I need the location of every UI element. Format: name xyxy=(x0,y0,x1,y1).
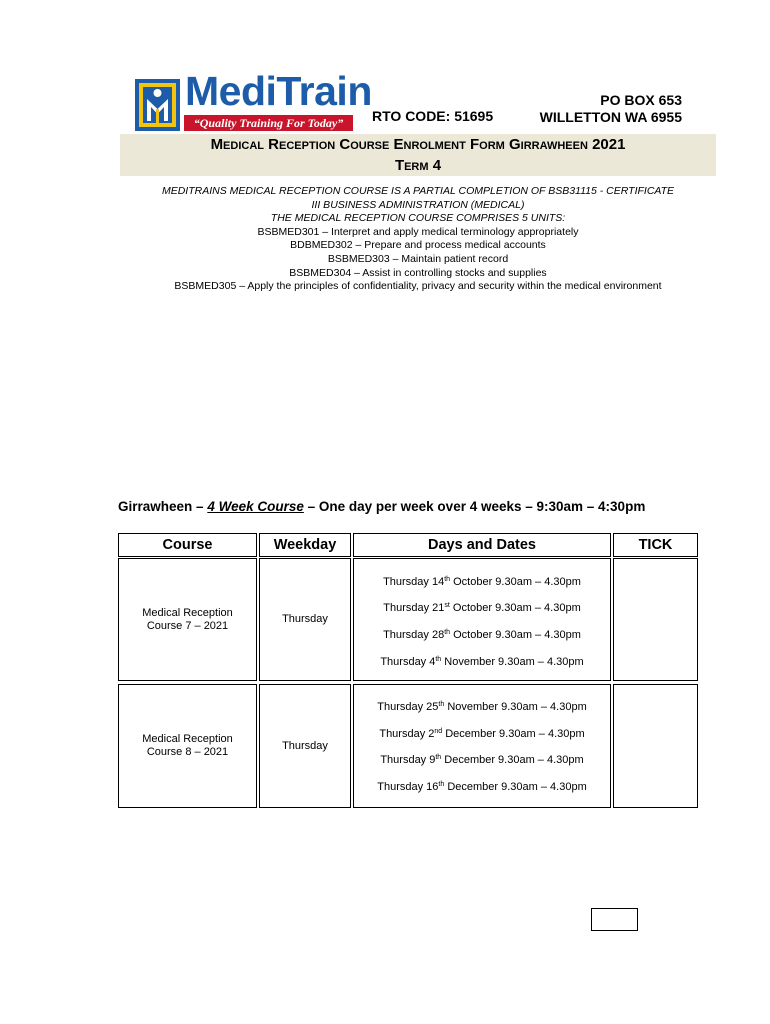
unit-item: BSBMED304 – Assist in controlling stocks and supplies xyxy=(289,266,547,279)
weekday-cell: Thursday xyxy=(259,558,351,681)
blank-field-box[interactable] xyxy=(591,908,638,931)
schedule-duration: 4 Week Course xyxy=(207,499,304,514)
logo-wordmark: MediTrain xyxy=(185,68,372,114)
form-title-line-1: Medical Reception Course Enrolment Form Girrawheen 2021 xyxy=(210,136,626,153)
date-entry: Thursday 25th November 9.30am – 4.30pm xyxy=(377,701,587,713)
tick-box[interactable] xyxy=(613,684,698,808)
intro-line-2: III BUSINESS ADMINISTRATION (MEDICAL) xyxy=(311,198,525,211)
unit-item: BDBMED302 – Prepare and process medical accounts xyxy=(290,239,546,252)
schedule-heading xyxy=(118,499,645,514)
course-intro xyxy=(120,185,716,294)
unit-item: BSBMED305 – Apply the principles of confidentiality, privacy and security within the medical environment xyxy=(174,280,662,293)
date-entry: Thursday 16th December 9.30am – 4.30pm xyxy=(377,781,587,793)
unit-item: BSBMED303 – Maintain patient record xyxy=(327,252,509,265)
postal-address xyxy=(540,92,682,126)
rto-code: RTO CODE: 51695 xyxy=(372,108,494,124)
date-entry: Thursday 2nd December 9.30am – 4.30pm xyxy=(379,728,585,740)
intro-line-3: THE MEDICAL RECEPTION COURSE COMPRISES 5 UNITS: xyxy=(270,212,566,225)
column-header-dates: Days and Dates xyxy=(353,533,611,557)
course-cell: Medical Reception Course 7 – 2021 xyxy=(118,558,257,681)
form-title-line-2: Term 4 xyxy=(394,157,442,174)
unit-item: BSBMED301 – Interpret and apply medical terminology appropriately xyxy=(257,225,579,238)
address-line-1: PO BOX 653 xyxy=(600,92,682,108)
meditrain-logo xyxy=(135,68,372,133)
address-line-2: WILLETTON WA 6955 xyxy=(539,109,682,125)
intro-line-1: MEDITRAINS MEDICAL RECEPTION COURSE IS A PARTIAL COMPLETION OF BSB31115 - CERTIFICATE xyxy=(161,185,675,197)
dates-cell xyxy=(353,684,611,808)
dates-cell xyxy=(353,558,611,681)
date-entry: Thursday 14th October 9.30am – 4.30pm xyxy=(383,576,581,588)
schedule-location: Girrawheen – xyxy=(118,499,204,514)
column-header-weekday: Weekday xyxy=(259,533,351,557)
weekday-cell: Thursday xyxy=(259,684,351,808)
schedule-details: – One day per week over 4 weeks – 9:30am – 4:30pm xyxy=(307,499,646,514)
date-entry: Thursday 4th November 9.30am – 4.30pm xyxy=(380,656,584,668)
date-entry: Thursday 9th December 9.30am – 4.30pm xyxy=(380,754,584,766)
form-title xyxy=(120,134,716,176)
tick-box[interactable] xyxy=(613,558,698,681)
column-header-tick: TICK xyxy=(613,533,698,557)
logo-emblem-icon xyxy=(135,79,180,131)
course-cell: Medical Reception Course 8 – 2021 xyxy=(118,684,257,808)
date-entry: Thursday 28th October 9.30am – 4.30pm xyxy=(383,629,581,641)
logo-tagline: “Quality Training For Today” xyxy=(184,115,353,131)
column-header-course: Course xyxy=(118,533,257,557)
date-entry: Thursday 21st October 9.30am – 4.30pm xyxy=(383,602,581,614)
